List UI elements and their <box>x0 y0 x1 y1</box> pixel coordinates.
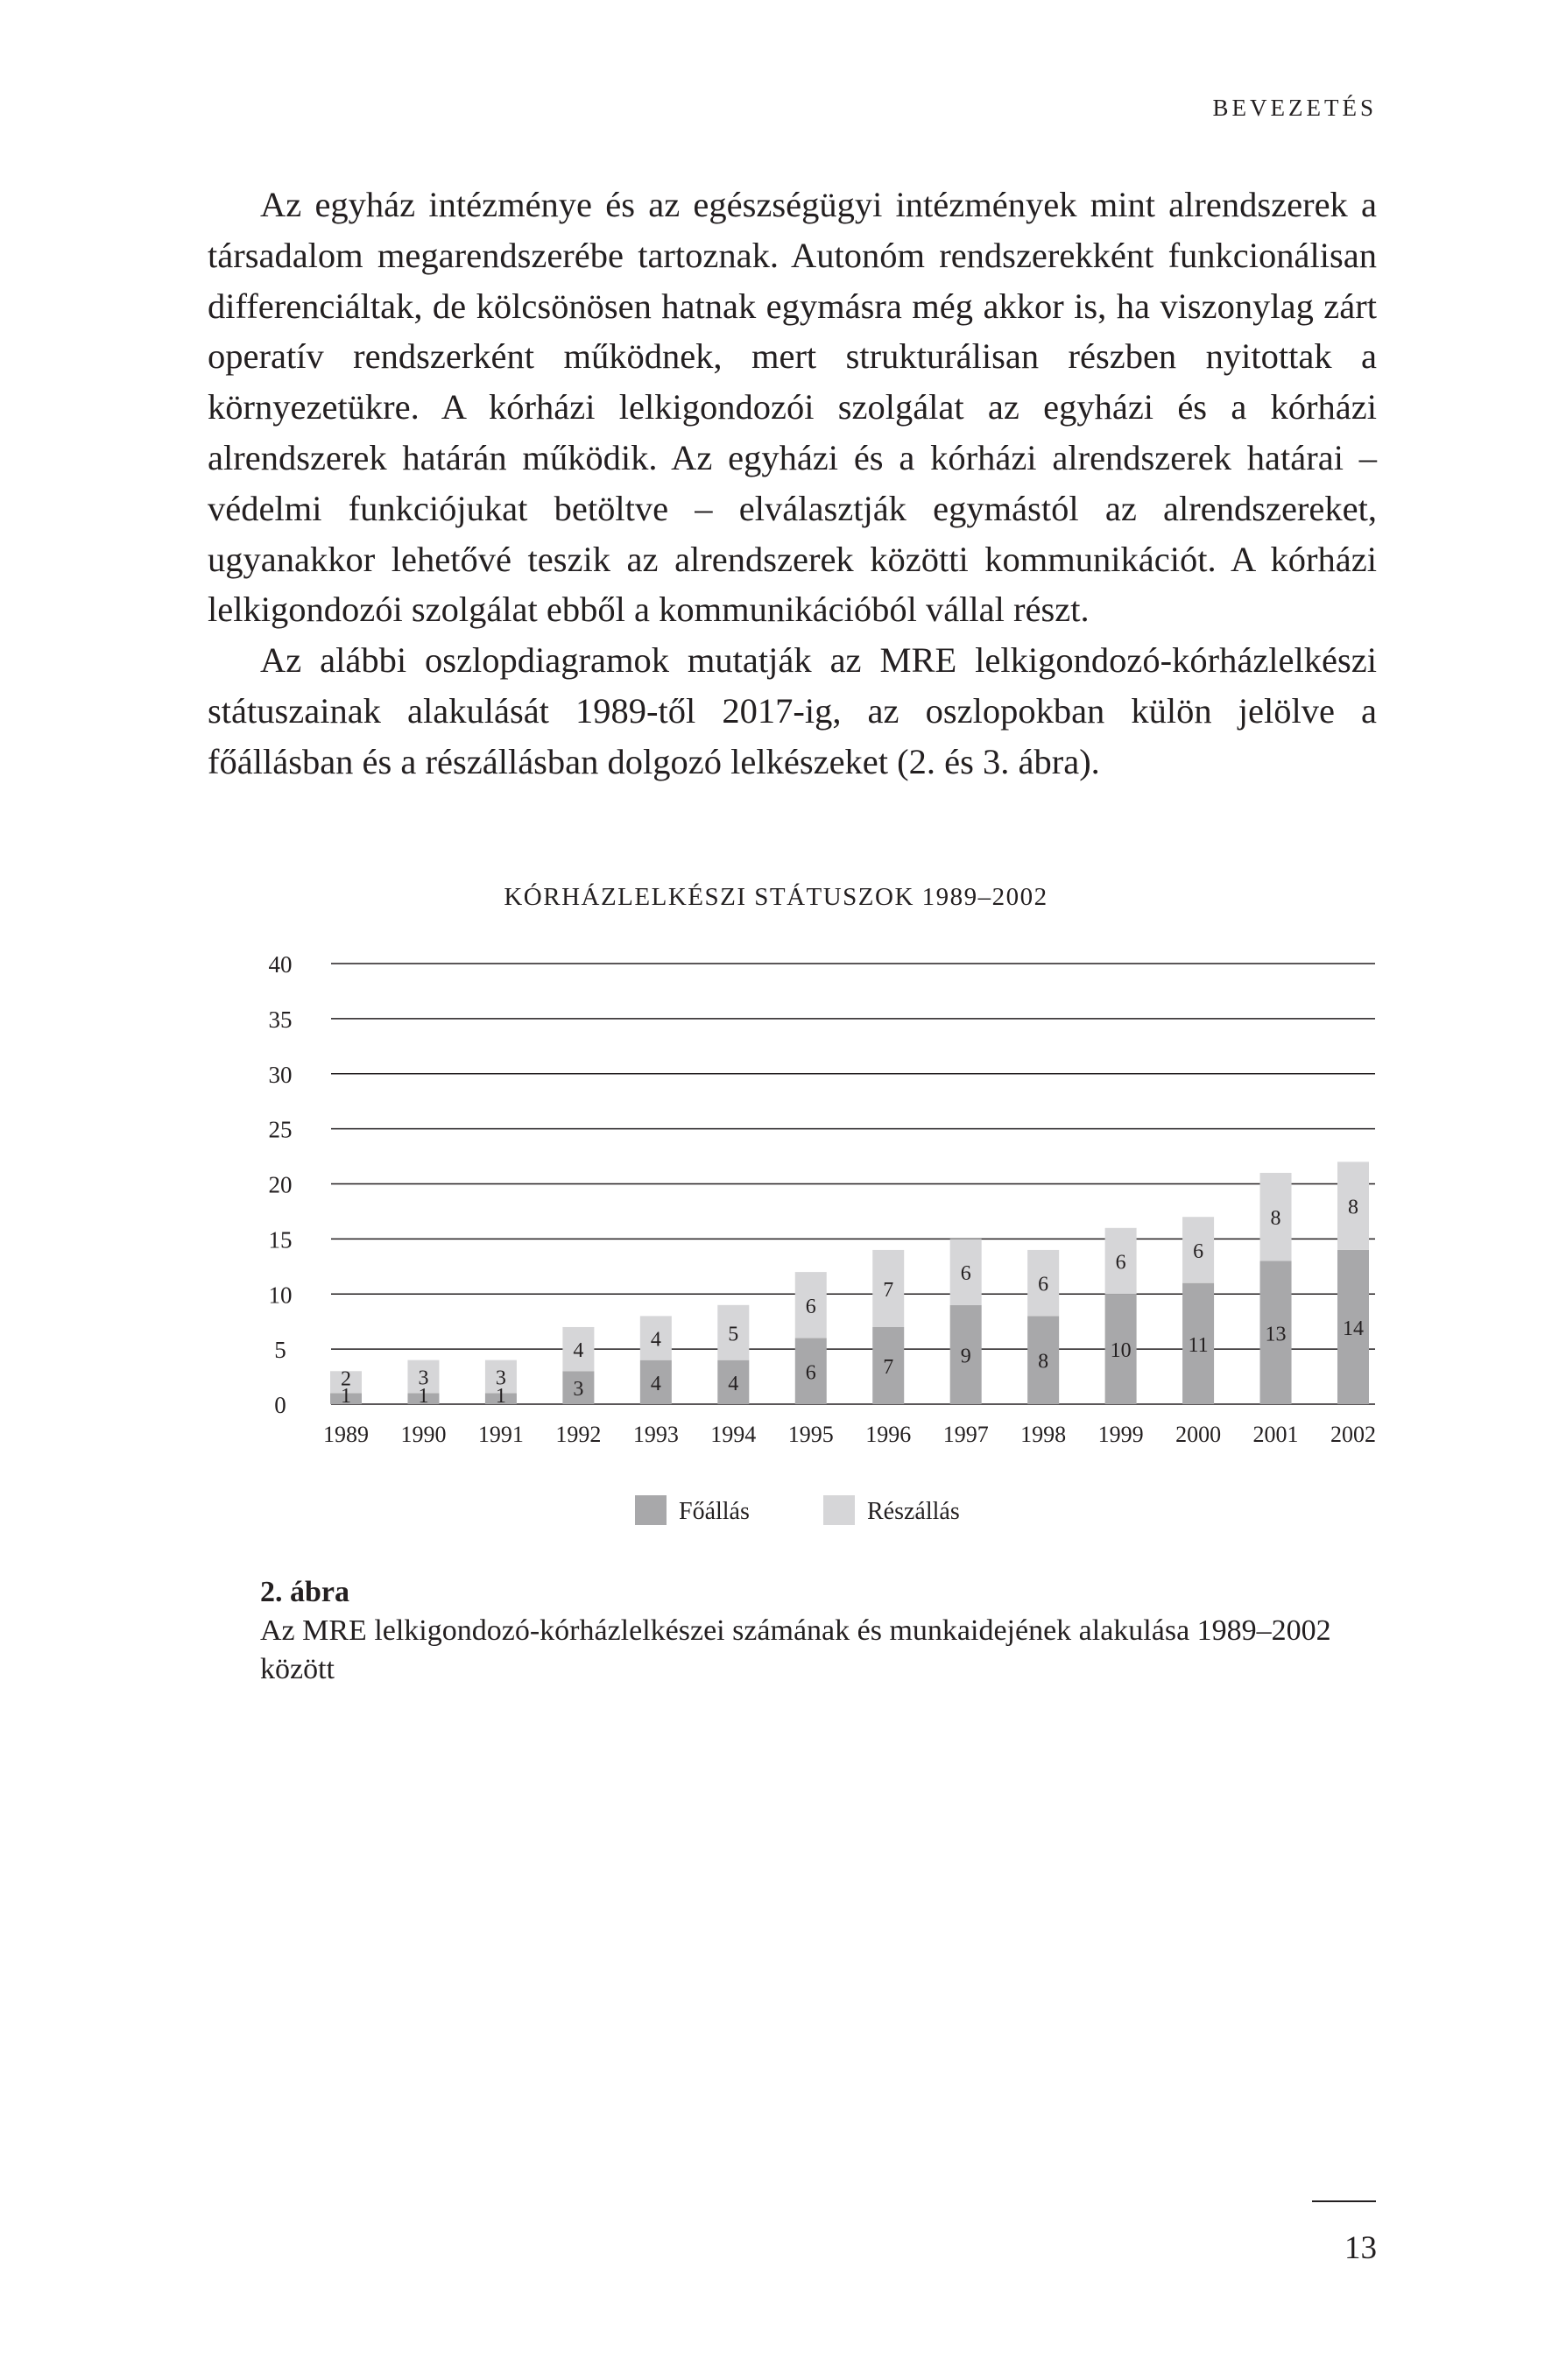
y-tick-label-5: 5 <box>274 1337 286 1364</box>
data-label-2001-reszallas: 8 <box>1270 1207 1281 1231</box>
data-label-1991-reszallas: 3 <box>495 1367 506 1390</box>
x-tick-label-2001: 2001 <box>1252 1422 1299 1447</box>
paragraph-2: Az alábbi oszlopdiagramok mutatják az MRE lelkigondozó-kórházlelkészi státuszainak alakulását 1989-től 2017-ig, az oszlopokban külön jelölve a főállásban és a részállásban dolgozó lelkészeket (2. és 3. ábra). <box>208 640 1377 781</box>
page-number-rule <box>1312 2200 1376 2202</box>
x-tick-label-2000: 2000 <box>1175 1422 1222 1447</box>
figure-caption <box>260 1573 1399 1689</box>
data-label-1998-reszallas: 6 <box>1038 1273 1049 1296</box>
data-label-2000-reszallas: 6 <box>1193 1239 1204 1263</box>
data-label-2002-foallas: 14 <box>1343 1317 1364 1340</box>
page-number: 13 <box>1344 2230 1377 2266</box>
data-label-1992-foallas: 3 <box>573 1378 584 1402</box>
data-label-1994-reszallas: 5 <box>728 1323 739 1346</box>
caption-text: Az MRE lelkigondozó-kórházlelkészei számának és munkaidejének alakulása 1989–2002 között <box>260 1614 1331 1685</box>
data-label-1993-reszallas: 4 <box>650 1328 661 1352</box>
x-tick-label-1997: 1997 <box>942 1422 989 1447</box>
x-tick-label-1999: 1999 <box>1097 1422 1144 1447</box>
data-label-1997-reszallas: 6 <box>960 1262 971 1286</box>
data-label-1990-reszallas: 3 <box>418 1367 429 1390</box>
x-tick-label-1989: 1989 <box>323 1422 369 1447</box>
y-tick-label-35: 35 <box>268 1006 293 1033</box>
x-tick-label-1994: 1994 <box>710 1422 757 1447</box>
data-label-1997-foallas: 9 <box>960 1345 971 1368</box>
x-tick-label-1992: 1992 <box>555 1422 602 1447</box>
data-label-1995-foallas: 6 <box>805 1361 816 1385</box>
chart-title: KÓRHÁZLELKÉSZI STÁTUSZOK 1989–2002 <box>504 883 1048 911</box>
data-label-1989-foallas: 1 <box>341 1385 351 1408</box>
data-label-1995-reszallas: 6 <box>805 1295 816 1318</box>
data-label-1992-reszallas: 4 <box>573 1339 584 1363</box>
data-label-1994-foallas: 4 <box>728 1372 739 1395</box>
data-label-1999-reszallas: 6 <box>1115 1251 1126 1275</box>
y-tick-label-15: 15 <box>268 1226 293 1254</box>
x-tick-label-1990: 1990 <box>400 1422 447 1447</box>
data-label-1991-foallas: 1 <box>495 1385 506 1408</box>
x-tick-label-1993: 1993 <box>632 1422 679 1447</box>
x-tick-label-1996: 1996 <box>865 1422 912 1447</box>
y-tick-label-25: 25 <box>268 1116 293 1143</box>
y-tick-label-40: 40 <box>268 951 293 978</box>
paragraph-1: Az egyház intézménye és az egészségügyi intézmények mint alrendszerek a társadalom megarendszerébe tartoznak. Autonóm rendszerekként funkcionálisan differenciáltak, de kölcsönösen hatnak egymásra még akkor is, ha viszonylag zárt operatív rendszerként működnek, mert strukturálisan részben nyitottak a környezetükre. A kórházi lelkigondozói szolgálat az egyházi és a kórházi alrendszerek határán működik. Az egyházi és a kórházi alrendszerek határai – védelmi funkciójukat betöltve – elválasztják egymástól az alrendszereket, ugyanakkor lehetővé teszik az alrendszerek közötti kommunikációt. A kórházi lelkigondozói szolgálat ebből a kommunikációból vállal részt. <box>208 185 1377 630</box>
data-label-1990-foallas: 1 <box>418 1385 429 1408</box>
data-label-1993-foallas: 4 <box>650 1372 661 1395</box>
x-tick-label-1998: 1998 <box>1020 1422 1067 1447</box>
caption-title: 2. ábra <box>260 1576 349 1608</box>
running-head: BEVEZETÉS <box>1212 95 1377 121</box>
data-label-2001-foallas: 13 <box>1265 1323 1287 1346</box>
data-label-2000-foallas: 11 <box>1188 1333 1209 1357</box>
y-tick-label-0: 0 <box>274 1392 286 1418</box>
data-label-1989-reszallas: 2 <box>341 1367 351 1391</box>
data-label-1996-foallas: 7 <box>883 1355 894 1379</box>
legend-label-foallas: Főállás <box>679 1498 750 1525</box>
x-tick-label-1991: 1991 <box>477 1422 524 1447</box>
legend-swatch-reszallas <box>823 1495 855 1525</box>
legend-swatch-foallas <box>635 1495 667 1525</box>
legend-label-reszallas: Részállás <box>867 1498 960 1525</box>
y-tick-label-20: 20 <box>268 1171 293 1198</box>
data-label-1999-foallas: 10 <box>1110 1339 1132 1363</box>
data-label-1996-reszallas: 7 <box>883 1278 894 1302</box>
x-tick-label-2002: 2002 <box>1330 1422 1376 1447</box>
data-label-2002-reszallas: 8 <box>1348 1196 1358 1219</box>
x-tick-label-1995: 1995 <box>787 1422 834 1447</box>
data-label-1998-foallas: 8 <box>1038 1350 1049 1374</box>
y-tick-label-10: 10 <box>268 1282 293 1309</box>
y-tick-label-30: 30 <box>268 1061 293 1088</box>
